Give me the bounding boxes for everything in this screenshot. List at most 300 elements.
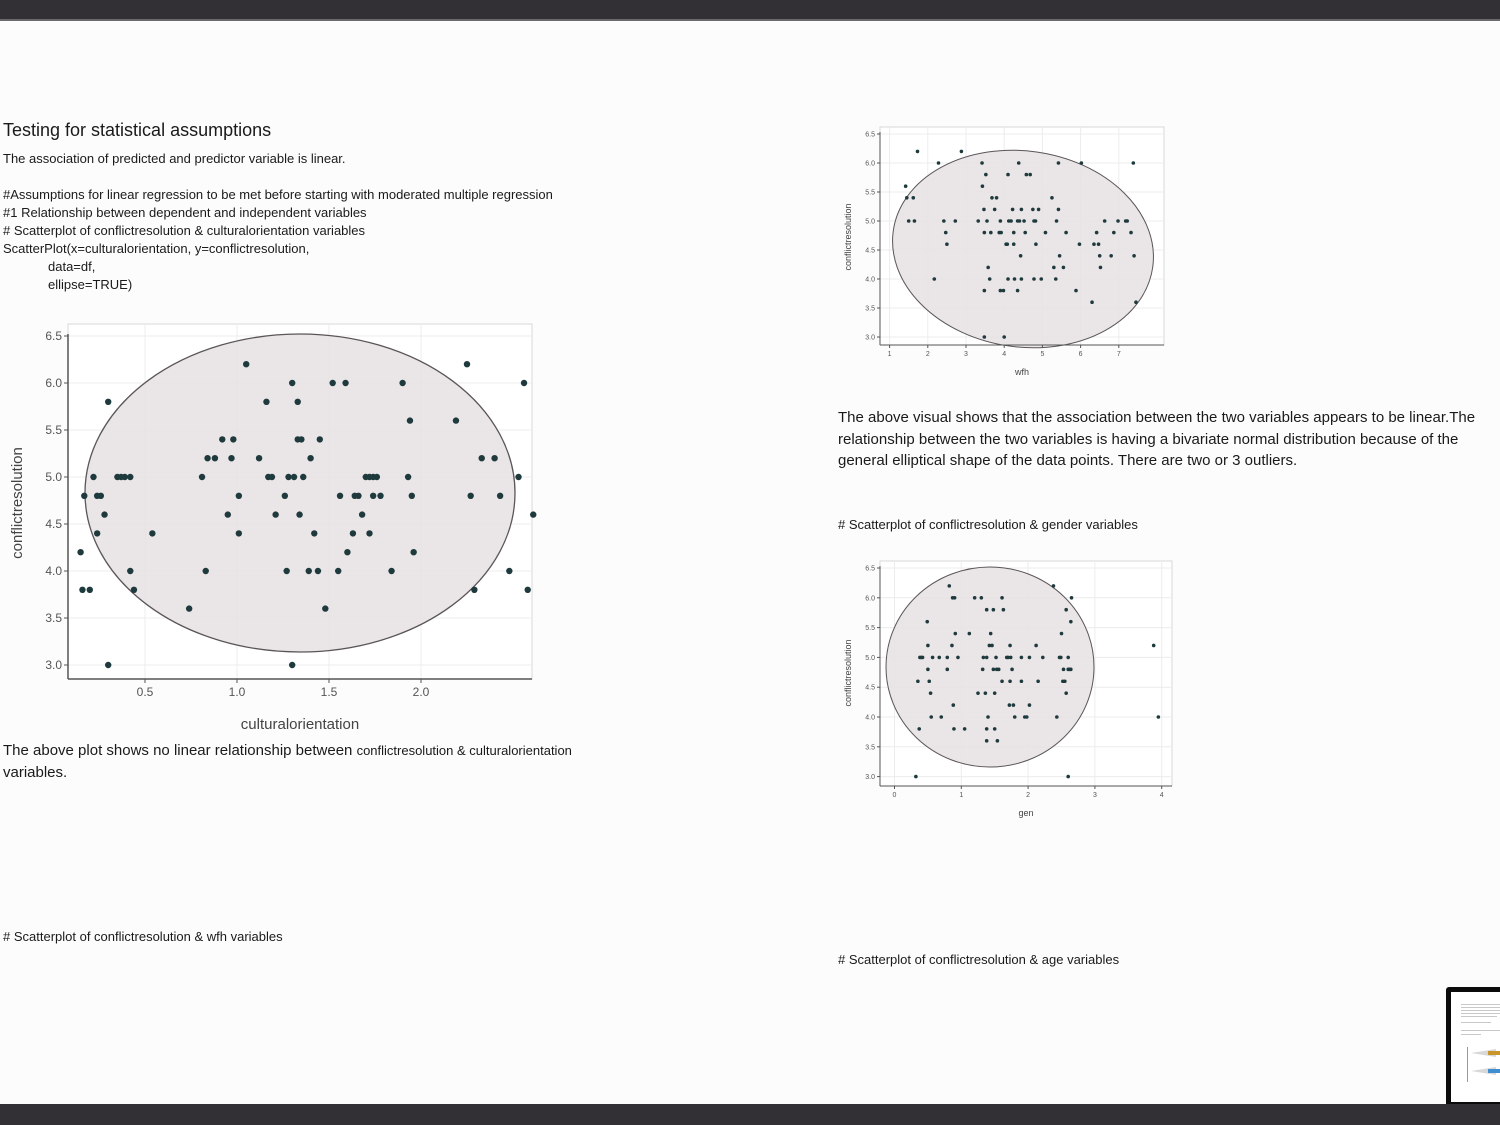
data-point [79, 587, 85, 593]
data-point [491, 455, 497, 461]
data-point [945, 656, 949, 660]
data-point [981, 184, 985, 188]
data-point [311, 530, 317, 536]
data-point [350, 530, 356, 536]
window-top-bar [0, 0, 1500, 21]
data-point [405, 474, 411, 480]
data-point [956, 656, 960, 660]
data-point [1017, 161, 1021, 165]
data-point [951, 703, 955, 707]
y-axis-label: conflictresolution [843, 203, 853, 271]
data-point [1008, 644, 1012, 648]
data-point [1023, 231, 1027, 235]
y-tick-label: 4.0 [45, 564, 62, 579]
data-point [1013, 715, 1017, 719]
data-point [917, 727, 921, 731]
data-point [285, 474, 291, 480]
data-point [335, 568, 341, 574]
data-point [1012, 231, 1016, 235]
data-point [980, 596, 984, 600]
data-point [1055, 715, 1059, 719]
data-point [1060, 632, 1064, 636]
data-point [1063, 679, 1067, 683]
data-point [916, 679, 920, 683]
data-point [471, 587, 477, 593]
data-point [453, 417, 459, 423]
data-point [990, 196, 994, 200]
x-tick-label: 4 [1159, 792, 1164, 799]
data-point [1034, 219, 1038, 223]
data-point [1002, 608, 1006, 612]
data-point [937, 161, 941, 165]
data-point [407, 417, 413, 423]
data-point [1152, 644, 1156, 648]
y-tick-label: 3.0 [865, 334, 875, 342]
data-point [968, 632, 972, 636]
x-tick-label: 2.0 [412, 685, 430, 699]
data-point [1022, 219, 1026, 223]
x-tick-label: 3 [1092, 792, 1097, 799]
data-point [996, 739, 1000, 743]
data-point [989, 632, 993, 636]
x-tick-label: 7 [1116, 351, 1121, 358]
data-point [204, 455, 210, 461]
data-point [1039, 277, 1043, 281]
y-tick-label: 6.5 [45, 329, 62, 344]
comment-wfh: # Scatterplot of conflictresolution & wfh variables [3, 929, 283, 944]
data-point [929, 715, 933, 719]
data-point [105, 399, 111, 405]
data-point [322, 605, 328, 611]
x-tick-label: 1.0 [228, 685, 246, 699]
data-point [374, 474, 380, 480]
data-point [985, 727, 989, 731]
data-point [1112, 231, 1116, 235]
data-point [995, 196, 999, 200]
y-tick-label: 5.0 [865, 654, 875, 662]
y-tick-label: 4.5 [865, 247, 875, 255]
data-point [1070, 596, 1074, 600]
data-point [989, 231, 993, 235]
data-point [973, 596, 977, 600]
x-tick-label: 5 [1040, 351, 1045, 358]
y-tick-label: 4.0 [865, 714, 875, 722]
data-point [497, 493, 503, 499]
data-point [985, 219, 989, 223]
data-point [295, 399, 301, 405]
data-point [976, 691, 980, 695]
data-point [1090, 300, 1094, 304]
data-point [122, 474, 128, 480]
data-point [1036, 679, 1040, 683]
data-point [1009, 656, 1013, 660]
data-point [1044, 231, 1048, 235]
data-point [953, 596, 957, 600]
data-point [300, 474, 306, 480]
data-point [953, 632, 957, 636]
data-point [986, 266, 990, 270]
y-tick-label: 4.0 [865, 276, 875, 284]
data-point [1031, 208, 1035, 212]
data-point [98, 493, 104, 499]
data-point [1008, 703, 1012, 707]
data-point [1052, 584, 1056, 588]
comment-age: # Scatterplot of conflictresolution & age variables [838, 952, 1120, 967]
data-point [999, 219, 1003, 223]
y-tick-label: 5.0 [45, 470, 62, 485]
data-point [1020, 656, 1024, 660]
data-point [960, 150, 964, 154]
data-point [370, 493, 376, 499]
data-point [359, 511, 365, 517]
data-point [985, 739, 989, 743]
data-point [81, 493, 87, 499]
y-tick-label: 6.0 [865, 160, 875, 168]
conclusion-left-vars: conflictresolution & culturalorientation [356, 743, 572, 758]
y-tick-label: 5.0 [865, 218, 875, 226]
data-point [282, 493, 288, 499]
data-point [954, 219, 958, 223]
data-point [225, 511, 231, 517]
y-tick-label: 5.5 [865, 189, 875, 197]
y-tick-label: 4.5 [865, 684, 875, 692]
data-point [269, 474, 275, 480]
data-point [1008, 679, 1012, 683]
data-point [464, 361, 470, 367]
thumbnail-content-icon [1451, 992, 1500, 1102]
data-point [1103, 219, 1107, 223]
data-point [926, 668, 930, 672]
data-point [983, 289, 987, 293]
data-point [1025, 715, 1029, 719]
data-point [1069, 668, 1073, 672]
data-point [985, 656, 989, 660]
data-point [1006, 277, 1010, 281]
data-point [230, 436, 236, 442]
conclusion-right: The above visual shows that the association between the two variables appears to be linear.The relationship between the two variables is having a bivariate normal distribution because of the general elliptical shape of the data points. There are two or 3 outliers. [838, 409, 1476, 469]
intro-text: The association of predicted and predictor variable is linear. [3, 151, 346, 166]
data-point [945, 242, 949, 246]
code-line-5: data=df, [48, 259, 96, 274]
scatter-plot-wfh [835, 120, 1175, 385]
data-point [992, 668, 996, 672]
data-point [243, 361, 249, 367]
data-point [263, 399, 269, 405]
data-point [272, 511, 278, 517]
data-point [1018, 219, 1022, 223]
data-point [932, 277, 936, 281]
data-point [1074, 289, 1078, 293]
data-point [1002, 289, 1006, 293]
data-point [905, 196, 909, 200]
data-point [950, 644, 954, 648]
data-point [203, 568, 209, 574]
data-point [1066, 775, 1070, 779]
y-tick-label: 6.0 [865, 595, 875, 603]
data-point [983, 231, 987, 235]
data-point [1057, 208, 1061, 212]
data-point [1034, 644, 1038, 648]
data-point [1028, 656, 1032, 660]
window-bottom-bar [0, 1104, 1500, 1125]
data-point [1020, 679, 1024, 683]
data-point [236, 530, 242, 536]
data-point [1002, 335, 1006, 339]
code-line-2: #1 Relationship between dependent and independent variables [3, 205, 367, 220]
data-point [525, 587, 531, 593]
data-point [939, 715, 943, 719]
data-point [1055, 219, 1059, 223]
data-point [317, 436, 323, 442]
data-point [1032, 277, 1036, 281]
data-point [1005, 242, 1009, 246]
data-point [298, 436, 304, 442]
data-point [1028, 703, 1032, 707]
y-tick-label: 6.5 [865, 565, 875, 573]
data-point [410, 549, 416, 555]
data-point [521, 380, 527, 386]
data-point [904, 184, 908, 188]
data-point [926, 644, 930, 648]
y-tick-label: 6.0 [45, 376, 62, 391]
comment-gender: # Scatterplot of conflictresolution & gender variables [838, 517, 1138, 532]
data-point [90, 474, 96, 480]
data-point [306, 568, 312, 574]
data-point [77, 549, 83, 555]
data-point [1059, 656, 1063, 660]
y-tick-label: 4.5 [45, 517, 62, 532]
data-point [1016, 289, 1020, 293]
data-point [1020, 208, 1024, 212]
data-point [985, 608, 989, 612]
x-axis-label: wfh [1014, 367, 1030, 377]
x-tick-label: 2 [1026, 792, 1031, 799]
data-point [993, 208, 997, 212]
data-point [1134, 300, 1138, 304]
data-point [986, 715, 990, 719]
data-point [342, 380, 348, 386]
data-point [530, 511, 536, 517]
data-point [149, 530, 155, 536]
data-point [256, 455, 262, 461]
data-point [931, 656, 935, 660]
conclusion-left [3, 740, 643, 783]
data-point [94, 530, 100, 536]
code-line-3: # Scatterplot of conflictresolution & culturalorientation variables [3, 223, 366, 238]
data-point [1078, 242, 1082, 246]
data-point [992, 608, 996, 612]
data-point [1028, 173, 1032, 177]
data-point [1034, 242, 1038, 246]
data-point [982, 656, 986, 660]
data-point [1080, 161, 1084, 165]
data-point [1109, 254, 1113, 258]
data-point [1062, 668, 1066, 672]
data-point [990, 644, 994, 648]
data-point [388, 568, 394, 574]
data-point [1098, 254, 1102, 258]
x-tick-label: 1 [959, 792, 964, 799]
data-point [127, 568, 133, 574]
data-point [236, 493, 242, 499]
data-point [337, 493, 343, 499]
data-point [1054, 277, 1058, 281]
y-tick-label: 5.5 [45, 423, 62, 438]
data-point [1132, 161, 1136, 165]
data-point [1019, 254, 1023, 258]
data-point [1064, 231, 1068, 235]
data-point [976, 219, 980, 223]
data-point [101, 511, 107, 517]
data-point [1010, 668, 1014, 672]
x-axis-label: culturalorientation [240, 716, 360, 733]
code-line-4: ScatterPlot(x=culturalorientation, y=conflictresolution, [3, 241, 310, 256]
data-point [1116, 219, 1120, 223]
data-point [994, 656, 998, 660]
y-axis-label: conflictresolution [843, 639, 853, 707]
data-point [1129, 231, 1133, 235]
data-point [105, 662, 111, 668]
data-point [399, 380, 405, 386]
data-point [131, 587, 137, 593]
data-point [506, 568, 512, 574]
data-point [366, 530, 372, 536]
data-point [307, 455, 313, 461]
x-tick-label: 1 [887, 351, 892, 358]
data-point [1012, 703, 1016, 707]
y-tick-label: 3.0 [865, 774, 875, 782]
data-point [289, 380, 295, 386]
data-point [1132, 254, 1136, 258]
data-point [913, 219, 917, 223]
data-point [999, 231, 1003, 235]
data-point [479, 455, 485, 461]
data-point [1006, 173, 1010, 177]
code-line-6: ellipse=TRUE) [48, 277, 133, 292]
data-point [980, 161, 984, 165]
x-tick-label: 0 [892, 792, 897, 799]
data-point [1157, 715, 1161, 719]
data-point [1062, 266, 1066, 270]
y-tick-label: 3.5 [865, 305, 875, 313]
data-point [212, 455, 218, 461]
data-point [344, 549, 350, 555]
data-point [1037, 208, 1041, 212]
y-tick-label: 3.0 [45, 658, 62, 673]
data-point [921, 656, 925, 660]
data-point [1000, 679, 1004, 683]
data-point [377, 493, 383, 499]
data-point [984, 173, 988, 177]
data-point [914, 775, 918, 779]
y-tick-label: 6.5 [865, 131, 875, 139]
data-point [1058, 254, 1062, 258]
data-point [911, 196, 915, 200]
data-point [228, 455, 234, 461]
data-point [127, 474, 133, 480]
data-point [1041, 656, 1045, 660]
data-point [1066, 656, 1070, 660]
data-point [1013, 277, 1017, 281]
slide-thumbnail[interactable] [1446, 987, 1500, 1108]
data-point [355, 493, 361, 499]
data-point [186, 605, 192, 611]
data-point [981, 668, 985, 672]
data-point [993, 691, 997, 695]
data-point [983, 335, 987, 339]
data-point [1000, 596, 1004, 600]
data-point [944, 231, 948, 235]
data-point [1020, 277, 1024, 281]
data-point [315, 568, 321, 574]
data-point [1064, 608, 1068, 612]
data-point [1099, 266, 1103, 270]
conclusion-left-text: The above plot shows no linear relationship between [3, 742, 357, 759]
data-point [1052, 266, 1056, 270]
code-line-1: #Assumptions for linear regression to be met before starting with moderated multiple regression [3, 187, 553, 202]
x-tick-label: 2 [925, 351, 930, 358]
data-point [1125, 219, 1129, 223]
data-point [984, 691, 988, 695]
data-point [296, 511, 302, 517]
y-tick-label: 3.5 [865, 744, 875, 752]
data-point [925, 620, 929, 624]
data-point [1012, 242, 1016, 246]
x-tick-label: 6 [1078, 351, 1083, 358]
data-point [1069, 620, 1073, 624]
data-point [916, 150, 920, 154]
x-tick-label: 0.5 [136, 685, 154, 699]
data-point [947, 584, 951, 588]
y-tick-label: 3.5 [45, 611, 62, 626]
data-point [907, 219, 911, 223]
data-point [219, 436, 225, 442]
y-tick-label: 5.5 [865, 625, 875, 633]
data-point [1050, 196, 1054, 200]
data-point [1092, 242, 1096, 246]
data-point [409, 493, 415, 499]
x-axis-label: gen [1018, 808, 1034, 818]
y-axis-label: conflictresolution [9, 447, 26, 559]
data-point [982, 208, 986, 212]
data-point [993, 727, 997, 731]
data-point [1097, 242, 1101, 246]
slide-thumbnail-preview [1451, 992, 1500, 1102]
scatter-plot-culturalorientation [0, 318, 545, 738]
data-point [929, 691, 933, 695]
page-title: Testing for statistical assumptions [3, 120, 272, 140]
conclusion-left-end: variables. [3, 763, 68, 781]
scatter-plot-gender [835, 555, 1175, 825]
data-point [1057, 161, 1061, 165]
data-point [329, 380, 335, 386]
data-point [199, 474, 205, 480]
data-point [467, 493, 473, 499]
data-point [997, 668, 1001, 672]
data-point [1009, 219, 1013, 223]
data-point [963, 727, 967, 731]
data-point [945, 668, 949, 672]
data-point [927, 679, 931, 683]
data-point [87, 587, 93, 593]
data-point [1025, 173, 1029, 177]
data-point [952, 727, 956, 731]
data-point [1064, 691, 1068, 695]
data-point [942, 219, 946, 223]
data-point [515, 474, 521, 480]
x-tick-label: 3 [964, 351, 968, 358]
data-point [291, 474, 297, 480]
